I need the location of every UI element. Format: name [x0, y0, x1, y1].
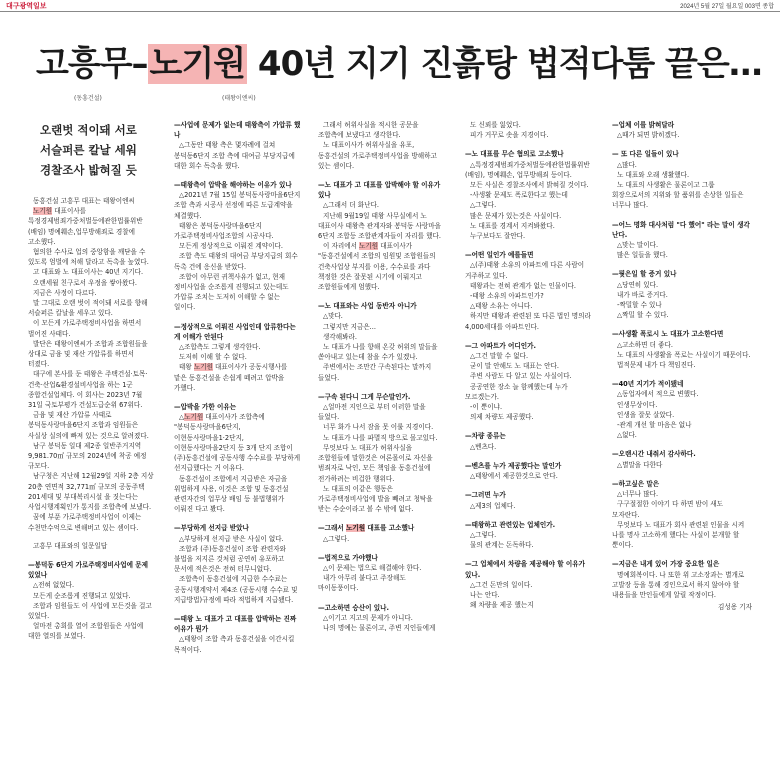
paragraph: 도 신뢰를 잃었다. — [470, 121, 521, 129]
interview-question: —어느 명화 대사처럼 "다 했어" 라는 말이 생각난다. — [612, 220, 750, 239]
paragraph: △없다. — [617, 431, 637, 440]
interview-question: —오랜시간 내줘서 감사하다. — [612, 450, 696, 459]
paragraph: 지난해 9월19일 태왕 사무실에서 노 대표이사 태왕측 관계자와 봉덕동 사랑마을 6단지 조합등 조합관계자들이 자리를 했다. — [318, 211, 442, 241]
interview-question: —봉덕동 6단지 가로주택정비사업에 문제 있었나 — [28, 560, 148, 580]
paragraph: 내가 바로 증거다. — [617, 290, 668, 299]
interview-question: —부당하게 선지급 받았나 — [174, 524, 249, 533]
interview-question: —어떤 일인가 예를들면 — [465, 251, 534, 260]
paragraph: 내가 아무리 붙다고 주장해도 마이동풍이다. — [318, 574, 406, 593]
paragraph: △맞다. — [323, 312, 343, 321]
interview-question: —하고싶은 말은 — [612, 479, 660, 488]
interview-question: —법적으로 가야했나 — [318, 553, 378, 562]
interview-question: —정상적으로 이뤄진 사업인데 압류한다는게 이해가 안된다 — [174, 322, 296, 341]
paragraph: 태왕은 봉덕동사랑마을6단지 가로주택정비사업조합의 시공사다. — [174, 221, 274, 241]
photo-caption-left: (동흥건설) — [74, 95, 102, 102]
paragraph: 남구청은 지난해 12월29일 지하 2층 지상 20층 연면적 32,771㎡ 규모의 공동주택 201세대 및 부대복리시설 을 짓는다는 사업시행계획인가 통지를 조합측에 보냈다. — [28, 472, 154, 512]
paragraph: △별말을 다한다 — [617, 460, 663, 469]
paragraph: △많다. — [617, 160, 637, 169]
issue-date: 2024년 5월 27일 월요일 003면 종합 — [680, 4, 774, 10]
paragraph: △얼마전 지인으로 부터 이러한 말을 들었다. — [318, 403, 426, 422]
paragraph: 공공연한 장소 늘 함께했는데 누가 모르겠는가. — [465, 382, 568, 401]
paragraph: △때가 되면 밝히겠다. — [617, 131, 680, 140]
paragraph: 하지만 태왕과 관련된 또 다른 법인 명의라 4,000세대를 아파트인다. — [465, 312, 591, 331]
paragraph: -사생활 문제도 폭로한다고 했는데 — [470, 191, 568, 200]
interview-question: —태왕 노 대표가 고 대표를 압박하는 진짜 이유가 뭔가 — [174, 614, 297, 634]
paragraph: 물의 관계는 돈독하다. — [470, 541, 534, 550]
name-highlight: 노기원 — [184, 413, 204, 422]
paragraph: 노 대표의 사생활은 물론이고 그룹 회장으로서의 지위와 할 품위를 손상한 일들은 너무나 많다. — [612, 181, 744, 210]
paragraph: △태왕 소유는 아니다. — [470, 302, 533, 311]
interview-question: —그래서 노기원 대표를 고소했나 — [318, 524, 415, 533]
paragraph-gap — [28, 533, 156, 541]
paragraph: 동흥건설이 조합에서 지급받은 자금을 위법하게 사용, 이것은 조합 및 동흥건설 관련자간의 업무상 배임 등 불법행위가 이뤄진 다고 봤다. — [174, 474, 289, 514]
paragraph: 노 대표와 오래 생활했다. — [617, 170, 690, 179]
name-highlight: 노기원 — [346, 524, 366, 533]
paragraph: △노기원 대표이사가 조합측에 "봉덕동사랑마을6단지, 이현동사랑마을1·2단지, 이현동사랑마을2단지 등 3개 단지 조합이 (주)동흥건설에 공동사행 수수료를 부당하게 선지급했다는 거 이유다. — [174, 413, 301, 473]
interview-question: —40년 지기가 적이됐네 — [612, 380, 684, 389]
interview-question: —태왕하고 관련있는 업체인가. — [465, 520, 556, 529]
paragraph: 노 대표의 사생활을 폭로는 사실이기 때문이다. — [617, 350, 751, 359]
paragraph: 고 대표와 노 대표이사는 40년 지기다. — [33, 268, 144, 277]
paragraph: △이기고 지고의 문제가 아니다. — [323, 613, 413, 622]
interview-question: —그 아파트가 어디인가. — [465, 341, 537, 350]
paragraph: △그렇다. — [323, 534, 350, 543]
interview-question: —뭣은일 할 증거 있나 — [612, 270, 677, 279]
paragraph: △조합측도 그렇게 생각한다. — [179, 343, 261, 352]
paragraph: △고소하면 더 좋다. — [617, 340, 673, 349]
paragraph: 노 대표의 이같은 행동은 가로주택정비사업에 발을 빼려고 청탁을 받는 수순이라고 볼 수 밖에 없다. — [318, 484, 433, 514]
paragraph: △전혀 없었다. — [33, 581, 75, 590]
paragraph: 너무 화가 나서 잠을 못 이룰 지경이다. — [323, 423, 434, 432]
headline-start: 고흥무– — [36, 44, 148, 84]
paragraph: 굳이 말 안해도 노 대표는 안다. — [470, 362, 560, 371]
paragraph: 조합 측도 태왕의 대여금 부당지급의 회수 독촉 건에 응신을 받았다. — [174, 252, 298, 271]
subheadline-line: 오랜벗 적이돼 서로 — [40, 123, 137, 137]
paragraph: 조합과 임원들도 이 사업에 모든것을 걸고 있었다. — [28, 601, 152, 620]
paragraph: 나의 명예는 물론이고, 주변 지인들에게 — [323, 623, 436, 632]
subheadline-line: 서슬퍼른 칼날 세워 — [40, 143, 137, 157]
paragraph: △맞는 말이다. — [617, 241, 659, 250]
paragraph: △당연히 있다. — [617, 280, 659, 289]
paragraph: 오랜세월 친구로서 우정을 쌓아왔다. — [33, 278, 137, 287]
paragraph: △그렇다. — [470, 530, 497, 539]
paragraph: △제3의 업체다. — [470, 501, 516, 510]
byline: 김성용 기자 — [718, 603, 752, 612]
subheadline-line: 경찰조사 밟혀질 듯 — [40, 163, 137, 177]
interview-question: —태왕측이 압박을 해야하는 이유가 있나 — [174, 181, 292, 190]
paragraph: 많은 일들을 했다. — [617, 251, 668, 260]
paragraph: △그래서 더 화난다. — [323, 201, 379, 210]
interview-question: —고소하면 승산이 있나. — [318, 603, 390, 612]
paragraph: △너무나 많다. — [617, 490, 659, 499]
paragraph: 노기원 대표이사를 특정경제범죄가중처벌등에관한법률위반(배임) 명예훼손,업무방해죄로 경찰에 고소했다. — [28, 207, 143, 246]
paragraph: 조합측이 동흥건설에 지급한 수수료는 공동시행계약서 제4조 (공동시행 수수료 및 지급방법)규정에 따라 적법하게 지급됐다. — [174, 575, 298, 604]
paragraph: 도저히 이해 할 수 없다. — [179, 353, 247, 362]
paragraph: 모든게 순조롭게 진행되고 있었다. — [33, 591, 131, 600]
paragraph: 인생을 잘못 살았다. — [617, 410, 675, 419]
photo-caption-right: (태왕이엔씨) — [222, 95, 256, 102]
paragraph: 생각해봐라. — [323, 332, 357, 341]
paragraph: △그건 말할 수 없다. — [470, 352, 529, 361]
paragraph: 이 자리에서 노기원 대표이사가 "동흥건설에서 조합의 임원및 조합원들의 건축사업상 부지를 이용, 수수료를 과다 책정한 것은 잘못된 시기에 이뤄지고 조합원들에게 엄했다. — [318, 242, 436, 292]
paragraph: △동업자에서 적으로 변했다. — [617, 390, 699, 399]
paragraph: 주변 사람도 다 알고 있는 사실이다. — [470, 372, 572, 381]
interview-question: — 또 다른 일들이 있나 — [612, 150, 679, 159]
interview-question: —노 대표가 고 대표를 압박해야 할 이유가 있나 — [318, 181, 441, 200]
paragraph: 누구보다도 잘안다. — [470, 232, 526, 241]
paragraph: 말 그대로 오랜 벗이 적이돼 서로를 향해 서슬퍼른 칼날을 세우고 있다. — [28, 299, 148, 318]
paragraph: △부당하게 선지급 받은 사실이 없다. — [179, 534, 284, 543]
paragraph: 조합이 아무런 귀책사유가 없고, 현재 정비사업을 순조롭게 진행되고 있는데도 가압류 조치는 도저히 이해할 수 없는 일이다. — [174, 272, 289, 312]
headline-highlight: 노기원 — [149, 44, 246, 84]
paragraph: 노 대표이사가 허위사실을 유포, 동흥건설의 가로주택정비사업을 방해하고 있는 셈이다. — [318, 141, 437, 170]
paragraph: -이 뿐이냐. — [470, 403, 503, 412]
paragraph: △특정경제범죄가중처벌등에관한법률위반(배임), 명예훼손, 업무방해죄 등이다. — [465, 160, 590, 179]
paragraph: △이 문제는 법으로 해결해야 한다. — [323, 563, 422, 572]
interview-question: —사생활 폭로시 노 대표가 고소한다면 — [612, 330, 724, 339]
paragraph: 피가 거꾸로 솟을 지경이다. — [470, 131, 549, 140]
interview-question: —압박을 가한 이유는 — [174, 403, 237, 412]
paragraph: △2021년 7월 15일 봉덕동사랑마을6단지 조합 측과 시공사 선정에 따른 도급계약을 체결했다. — [174, 191, 301, 220]
interview-question: —구속 된다니 그게 무슨말인가. — [318, 392, 411, 401]
paragraph: 태왕 노기원 대표이사가 공동시행사를 맡은 동흥건설을 손쉽게 떼려고 압박을 가했다. — [174, 363, 288, 392]
article-column-2 — [174, 120, 302, 655]
paragraph: 무엇보다 노 대표가 허위사실을 조합원들에 말한것은 여론몰이로 자신을 범죄자로 낙인, 모든 책임을 동흥건설에 전가하려는 비겁한 행위다. — [318, 443, 433, 483]
paragraph: 인생무상이다. — [617, 400, 658, 409]
paragraph: 이 모든게 가로주택정비사업을 하면서 벌어진 사태다. — [28, 319, 142, 338]
headline — [36, 36, 762, 92]
paragraph: 지금은 사정이 다르다. — [33, 288, 97, 297]
paragraph: 태왕과는 전혀 관계가 없는 인물이다. — [470, 281, 577, 290]
paragraph: △그렇다. — [470, 201, 497, 210]
paragraph: 남구 봉덕동 일대 제2종 일반주거지역 9,981.70㎡ 규모의 2024년에 착공 예정 규모다. — [28, 441, 147, 471]
name-highlight: 노기원 — [359, 242, 379, 251]
paragraph: △그동안 태왕 측은 몇자례에 걸쳐 봉덕동6단지 조합 측에 대여금 부당지급에 대한 회수 독촉을 했다. — [174, 141, 295, 170]
interview-question: —업체 이를 밝혀달라 — [612, 121, 675, 129]
paragraph: 법적문제 내가 다 책임진다. — [617, 361, 696, 370]
paragraph: -짝밀할 수 있나 — [617, 301, 662, 310]
paragraph: 주변에서는 조만간 구속된다는 말까지 들었다. — [318, 363, 432, 382]
paragraph: △태왕에서 제공한것으로 안다. — [470, 472, 558, 481]
paragraph: △그건 돈만의 일이다. — [470, 580, 533, 589]
paragraph: 노 대표가 나를 파멸직 방으로 몰고있다. — [323, 433, 438, 442]
name-highlight: 노기원 — [193, 363, 213, 372]
article-column-3 — [318, 120, 446, 633]
newspaper-name: 대구광역일보 — [6, 3, 47, 10]
interview-question: —그러면 누가 — [465, 491, 506, 500]
masthead — [0, 0, 780, 12]
paragraph: -관계 개선 할 마음은 없나 — [617, 421, 692, 430]
interview-question: —사업에 문제가 없는데 태왕측이 가압류 했나 — [174, 121, 301, 140]
paragraph: 동흥건설 고흥무 대표는 태왕이엔씨 — [33, 197, 135, 205]
paragraph: 노 대표가 나를 향해 온갖 허위의 말들을 쏟아내고 있는데 참을 수가 있겠나. — [318, 343, 438, 362]
paragraph: 왜 차량을 제공 했는지 — [470, 601, 534, 610]
paragraph: 꿈에 부푼 가로주택정비사업이 이제는 수천만수억으로 변해버고 있는 셈이다. — [28, 513, 142, 532]
headline-end: 40년 지기 진흙탕 법적다툼 끝은… — [247, 44, 762, 84]
paragraph: 많은 문제가 있는것은 사실이다. — [470, 211, 562, 220]
paragraph: 무엇보다 노 대표가 회사 관련된 인물을 시켜 나를 명사 고소하게 했다는 사실이 분개할 할 뿐이다. — [612, 520, 745, 550]
paragraph: 대구에 본사를 둔 태왕은 주택건설·토목·건축·산업&환경설비사업을 하는 1군 종합건설업체다. 이 회사는 2023년 7월 31일 국토부평가 건설도급순위 67위다. — [28, 370, 148, 410]
subheadline — [40, 120, 170, 180]
name-highlight: 노기원 — [33, 207, 53, 216]
interview-question: —그 업체에서 차량을 제공해야 할 이유가 있나. — [465, 560, 585, 579]
paragraph: 모든게 정상적으로 이뤄진 계약이다. — [179, 242, 283, 251]
paragraph: 고흥무 대표와의 일문일답 — [33, 541, 108, 550]
paragraph: △(주)태왕 소유의 아파트에 다른 사람이 거주하고 있다. — [465, 261, 585, 280]
paragraph: 모든 사실은 경찰조사에서 밝혀질 것이다. — [470, 181, 589, 190]
paragraph: 발단은 태왕이엔씨가 조합과 조합원들을 상대로 금융 및 재산 가압류를 하면서 터졌다. — [28, 339, 148, 369]
article-column-1 — [28, 196, 156, 642]
paragraph: -태왕 소유의 아파트인가? — [470, 292, 544, 301]
paragraph: △짝밀 할 수 있다. — [617, 311, 669, 320]
paragraph: 얼마전 총회를 열어 조합원들은 사업에 대한 열의를 보였다. — [28, 622, 144, 641]
paragraph: 그래서 허위사실을 적시한 공문을 조합측에 보냈다고 생각한다. — [318, 121, 419, 140]
interview-question: —벤츠를 누가 제공했다는 말인가 — [465, 461, 562, 470]
interview-question: —노 대표와는 사업 동반자 아니가 — [318, 302, 417, 311]
paragraph: 명예회복이다. 나 또한 위 고소장과는 별개로 고발장 등을 통해 경인으로서 하지 않아야 할 내용들을 만인들에게 알릴 작정이다. — [612, 570, 745, 599]
paragraph: 그렇지만 지금은... — [323, 322, 376, 331]
interview-question: —노 대표를 무슨 혐의로 고소했나 — [465, 150, 564, 159]
article-column-5 — [612, 120, 752, 612]
paragraph: 혐의한 수사로 업의 중앙함을 깨닫을 수 있도록 엄벌에 처해 달라고 독촉을 높였다. — [28, 248, 149, 267]
paragraph: 나는 안다. — [470, 590, 500, 599]
paragraph: 의제 차량도 제공했다. — [470, 413, 534, 422]
paragraph: 금융 및 재산 가압류 사태로 봉덕동사랑마을6단지 조합과 임원들은 사실상 실의에 빠져 있는 것으로 알려졌다. — [28, 411, 149, 440]
interview-question: —지금은 내게 있어 가장 중요한 일은 — [612, 560, 720, 569]
paragraph: 노 대표를 경계서 지켜봐왔다. — [470, 221, 555, 230]
paragraph: 구구절절한 이야기 다 하면 밤이 새도 모자란다. — [612, 500, 724, 519]
paragraph: △벤츠다. — [470, 442, 497, 451]
paragraph: 조합과 (주)동흥건설이 조합 관련자와 불법을 저지른 것처럼 공연히 유포하고 문서에 적은것은 전혀 터무니없다. — [174, 544, 286, 574]
paragraph: △태왕이 조합 측과 동흥건설을 이간시킬 목적이다. — [174, 635, 295, 654]
interview-question: —차량 종류는 — [465, 432, 506, 441]
article-column-4 — [465, 120, 593, 610]
